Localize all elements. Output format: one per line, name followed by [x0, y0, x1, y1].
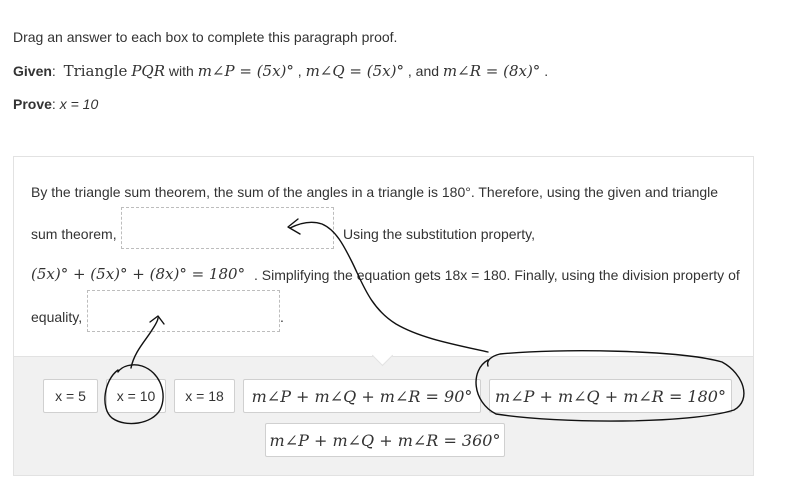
given-with: with: [168, 63, 194, 79]
answer-tile-x-5[interactable]: [43, 379, 98, 413]
proof-paragraph: [14, 157, 753, 357]
given-end: .: [544, 63, 549, 79]
given-angle-q: m∠Q = (5x)°: [305, 62, 404, 80]
answer-label: m∠P + m∠Q + m∠R = 90°: [251, 386, 473, 406]
drop-box-2[interactable]: [87, 290, 280, 332]
proof-line-2-end: Using the substitution property,: [343, 226, 535, 242]
answer-tile-x-10[interactable]: [106, 379, 166, 413]
given-label: Given: [13, 63, 52, 79]
prove-label: Prove: [13, 96, 52, 112]
answer-label: m∠P + m∠Q + m∠R = 360°: [269, 430, 501, 450]
answer-label: x = 5: [55, 388, 86, 404]
answer-label: x = 18: [185, 388, 224, 404]
proof-line-3-text: . Simplifying the equation gets 18x = 180. Finally, using the division property of: [254, 267, 740, 283]
answer-tile-sum-180[interactable]: [489, 379, 732, 413]
proof-line-4-end: .: [280, 309, 284, 325]
proof-panel: [13, 156, 754, 476]
given-angle-p: m∠P = (5x)°: [197, 62, 294, 80]
given-angle-r: m∠R = (8x)°: [442, 62, 541, 80]
proof-line-4-start: equality,: [31, 309, 83, 325]
answer-tile-x-18[interactable]: [174, 379, 235, 413]
drop-box-1[interactable]: [121, 207, 334, 249]
proof-line-3-equation: (5x)° + (5x)° + (8x)° = 180°: [31, 265, 246, 283]
given-triangle-name: PQR: [131, 62, 166, 80]
instruction-text: Drag an answer to each box to complete this paragraph proof.: [13, 29, 398, 45]
answer-label: m∠P + m∠Q + m∠R = 180°: [495, 386, 726, 406]
given-and: , and: [407, 63, 440, 79]
answer-label: x = 10: [116, 388, 156, 404]
prove-value: x = 10: [59, 96, 99, 112]
answer-tile-sum-360[interactable]: [265, 423, 505, 457]
given-triangle-word: Triangle: [63, 62, 128, 80]
proof-line-1: By the triangle sum theorem, the sum of the angles in a triangle is 180°. Therefore, using the given and triangle: [31, 184, 719, 200]
prove-statement: Prove: x = 10: [13, 96, 99, 112]
given-statement: Given: Triangle PQR with m∠P = (5x)° , m∠Q = (5x)° , and m∠R = (8x)° .: [13, 62, 549, 80]
proof-line-2-start: sum theorem,: [31, 226, 117, 242]
answer-tile-sum-90[interactable]: [243, 379, 481, 413]
